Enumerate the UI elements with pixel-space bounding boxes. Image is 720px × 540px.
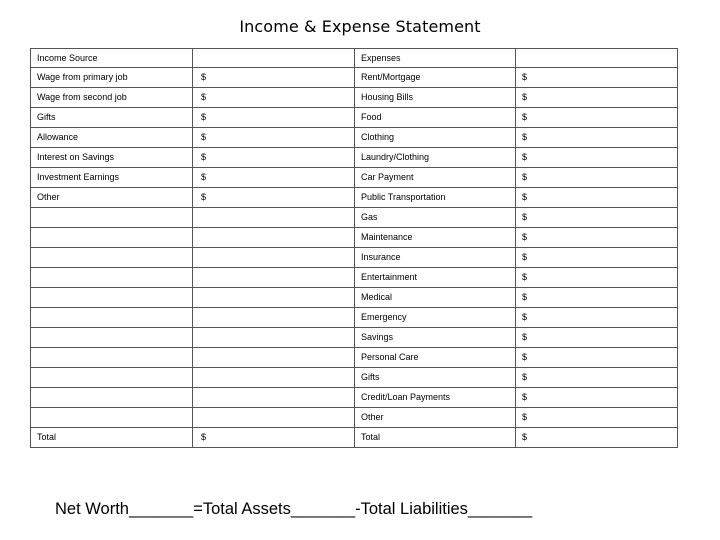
expense-amount-cell: $ [516,348,678,368]
table-row [31,228,678,248]
income-amount-cell: $ [193,148,355,168]
expense-name-cell: Clothing [355,128,516,148]
expense-amount-cell: $ [516,228,678,248]
income-source-cell: Wage from primary job [31,68,193,88]
table-header-row [31,49,678,68]
expense-name-cell: Maintenance [355,228,516,248]
table-row [31,168,678,188]
income-amount-cell: $ [193,188,355,208]
income-amount-cell [193,288,355,308]
page-title: Income & Expense Statement [239,17,481,36]
income-amount-header [193,49,355,68]
expense-name-cell: Entertainment [355,268,516,288]
income-amount-cell: $ [193,108,355,128]
table-row [31,68,678,88]
table-row [31,88,678,108]
expense-name-cell: Laundry/Clothing [355,148,516,168]
expense-name-cell: Car Payment [355,168,516,188]
income-source-cell [31,308,193,328]
income-amount-cell [193,388,355,408]
expense-amount-cell: $ [516,388,678,408]
income-source-cell: Investment Earnings [31,168,193,188]
income-amount-cell [193,408,355,428]
table-body [31,49,678,448]
income-amount-cell: $ [193,168,355,188]
table-row [31,148,678,168]
expense-amount-cell: $ [516,108,678,128]
table-row [31,408,678,428]
income-source-cell [31,208,193,228]
income-amount-cell [193,228,355,248]
expense-name-cell: Public Transportation [355,188,516,208]
income-amount-cell [193,268,355,288]
expense-name-cell: Savings [355,328,516,348]
income-source-cell [31,368,193,388]
income-source-cell [31,408,193,428]
expense-amount-cell: $ [516,68,678,88]
table-row [31,288,678,308]
expense-amount-cell: $ [516,408,678,428]
table-row [31,368,678,388]
expense-amount-cell: $ [516,188,678,208]
expense-amount-cell: $ [516,368,678,388]
expense-amount-cell: $ [516,128,678,148]
expense-name-cell: Medical [355,288,516,308]
income-source-cell: Interest on Savings [31,148,193,168]
expense-amount-cell: $ [516,148,678,168]
expense-name-cell: Insurance [355,248,516,268]
expenses-header: Expenses [355,49,516,68]
income-amount-cell [193,248,355,268]
income-source-cell [31,288,193,308]
table-row [31,268,678,288]
income-amount-cell [193,328,355,348]
income-source-cell [31,268,193,288]
income-source-header: Income Source [31,49,193,68]
expense-amount-cell: $ [516,248,678,268]
income-source-cell [31,348,193,368]
income-expense-table [30,48,678,448]
expense-amount-cell: $ [516,88,678,108]
table-row [31,248,678,268]
income-source-cell [31,388,193,408]
expense-amount-cell: $ [516,208,678,228]
income-source-cell [31,248,193,268]
expense-name-cell: Housing Bills [355,88,516,108]
expense-amount-header [516,49,678,68]
income-amount-cell [193,208,355,228]
expense-name-cell: Credit/Loan Payments [355,388,516,408]
table-row [31,428,678,448]
expense-amount-cell: $ [516,308,678,328]
expense-name-cell: Total [355,428,516,448]
income-source-cell: Allowance [31,128,193,148]
income-source-cell: Total [31,428,193,448]
expense-amount-cell: $ [516,328,678,348]
expense-amount-cell: $ [516,268,678,288]
expense-name-cell: Other [355,408,516,428]
income-amount-cell [193,308,355,328]
income-amount-cell [193,368,355,388]
income-source-cell: Other [31,188,193,208]
table-row [31,128,678,148]
expense-name-cell: Gifts [355,368,516,388]
expense-name-cell: Personal Care [355,348,516,368]
table-row [31,388,678,408]
income-amount-cell [193,348,355,368]
expense-amount-cell: $ [516,288,678,308]
income-source-cell: Gifts [31,108,193,128]
table-row [31,108,678,128]
expense-name-cell: Food [355,108,516,128]
expense-name-cell: Rent/Mortgage [355,68,516,88]
net-worth-formula: Net Worth_______=Total Assets_______-Total Liabilities_______ [55,500,533,518]
income-amount-cell: $ [193,128,355,148]
table-row [31,328,678,348]
table-row [31,308,678,328]
income-source-cell [31,228,193,248]
income-source-cell: Wage from second job [31,88,193,108]
expense-amount-cell: $ [516,428,678,448]
income-amount-cell: $ [193,88,355,108]
expense-name-cell: Gas [355,208,516,228]
income-source-cell [31,328,193,348]
income-amount-cell: $ [193,428,355,448]
expense-amount-cell: $ [516,168,678,188]
table-row [31,208,678,228]
table-row [31,188,678,208]
expense-name-cell: Emergency [355,308,516,328]
table-row [31,348,678,368]
income-amount-cell: $ [193,68,355,88]
